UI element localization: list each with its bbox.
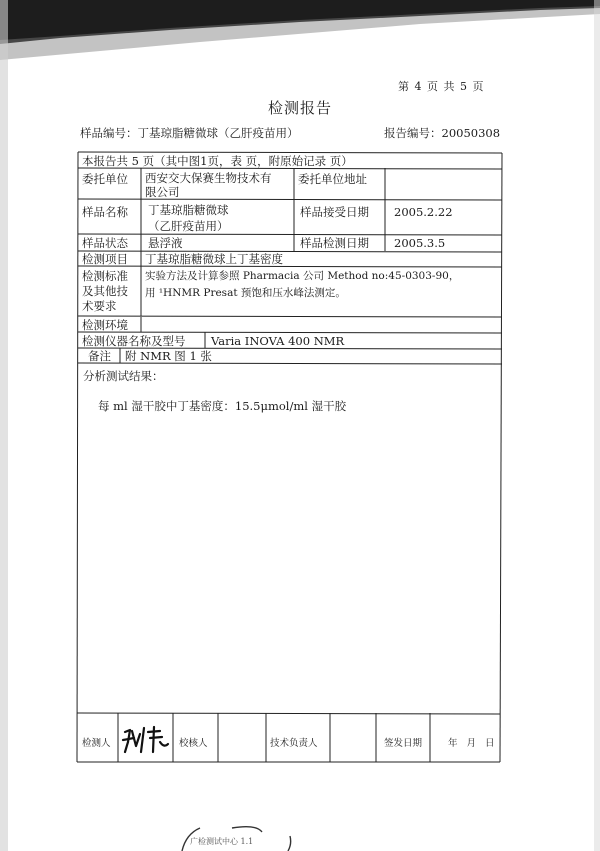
sample-name-line1: 丁基琼脂糖微球 (148, 203, 229, 217)
issue-date-label: 签发日期 (384, 738, 423, 749)
remarks-value: 附 NMR 图 1 张 (125, 349, 212, 363)
issue-date-value: 年 月 日 (448, 738, 498, 749)
client-address-label: 委托单位地址 (298, 172, 367, 186)
test-item-value: 丁基琼脂糖微球上丁基密度 (145, 252, 283, 266)
page-title: 检测报告 (267, 99, 332, 117)
report-number: 报告编号：20050308 (384, 126, 501, 140)
instrument-value: Varia INOVA 400 NMR (211, 334, 345, 348)
instrument-label: 检测仪器名称及型号 (82, 334, 186, 348)
receive-date-label: 样品接受日期 (300, 205, 369, 219)
sample-number: 样品编号：丁基琼脂糖微球（乙肝疫苗用） (80, 126, 299, 140)
report-summary: 本报告共 5 页（其中图1页，表 页，附原始记录 页） (82, 154, 353, 168)
sample-name-label: 样品名称 (82, 205, 128, 219)
standard-label-line2: 及其他技 (82, 284, 128, 298)
remarks-label: 备注 (88, 349, 111, 363)
analysis-result: 每 ml 湿干胶中丁基密度：15.5μmol/ml 湿干胶 (98, 399, 347, 413)
test-date-value: 2005.3.5 (394, 236, 446, 250)
footer-stamp: 广检测试中心 1.1 (190, 837, 254, 846)
client-value-line2: 限公司 (145, 185, 180, 199)
receive-date-value: 2005.2.22 (394, 205, 453, 219)
test-item-label: 检测项目 (82, 252, 128, 266)
environment-label: 检测环境 (82, 318, 128, 332)
test-date-label: 样品检测日期 (300, 236, 369, 250)
sample-name-line2: （乙肝疫苗用） (148, 219, 229, 233)
sample-state-label: 样品状态 (82, 236, 128, 250)
standard-label-line3: 术要求 (82, 299, 117, 313)
tech-lead-label: 技术负责人 (270, 738, 318, 749)
sample-state-value: 悬浮液 (148, 236, 183, 250)
page-indicator: 第 4 页 共 5 页 (398, 80, 485, 93)
tester-label: 检测人 (82, 738, 111, 749)
checker-label: 校核人 (179, 738, 208, 749)
client-value-line1: 西安交大保赛生物技术有 (145, 171, 272, 185)
standard-value-line1: 实验方法及计算参照 Pharmacia 公司 Method no:45-0303-90， (145, 270, 460, 282)
standard-label-line1: 检测标准 (82, 269, 128, 283)
client-label: 委托单位 (82, 172, 128, 186)
analysis-title: 分析测试结果： (83, 369, 164, 383)
standard-value-line2: 用 ¹HNMR Presat 预饱和压水峰法测定。 (145, 287, 346, 299)
